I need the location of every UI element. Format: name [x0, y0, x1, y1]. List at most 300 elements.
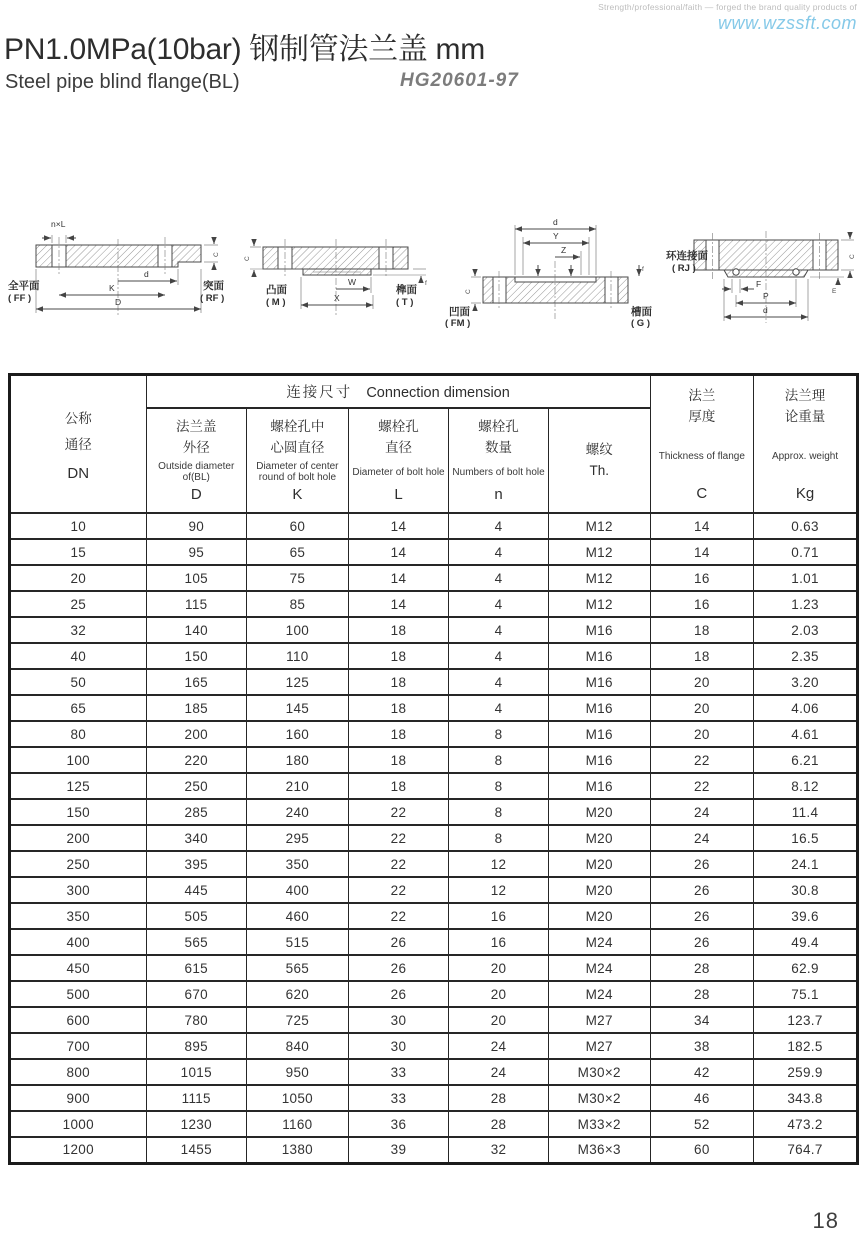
table-cell: 4 [449, 565, 549, 591]
table-cell: 4 [449, 643, 549, 669]
table-cell: 210 [247, 773, 349, 799]
table-cell: 145 [247, 695, 349, 721]
table-cell: 85 [247, 591, 349, 617]
table-cell: 565 [146, 929, 246, 955]
table-cell: 65 [247, 539, 349, 565]
table-cell: 16 [650, 565, 753, 591]
table-cell: 26 [650, 903, 753, 929]
table-cell: 18 [650, 643, 753, 669]
col-header-c-cn: 法兰 厚度 [688, 388, 716, 424]
table-cell: 8 [449, 721, 549, 747]
face-label-ff-code: ( FF ) [8, 293, 32, 304]
table-cell: 1200 [10, 1137, 147, 1163]
table-cell: 400 [247, 877, 349, 903]
face-label-t-cn: 榫面 [396, 284, 417, 296]
table-cell: 950 [247, 1059, 349, 1085]
dim-label-w: W [348, 277, 357, 287]
table-cell: 725 [247, 1007, 349, 1033]
col-header-th-cn: 螺纹 Th. [585, 441, 613, 478]
table-cell: 1160 [247, 1111, 349, 1137]
table-cell: 14 [650, 539, 753, 565]
table-cell: 8 [449, 825, 549, 851]
table-cell: M16 [548, 721, 650, 747]
dim-label-nxl: n×L [51, 219, 66, 229]
table-cell: 20 [449, 955, 549, 981]
table-cell: 24 [650, 799, 753, 825]
table-cell: 450 [10, 955, 147, 981]
table-cell: 895 [146, 1033, 246, 1059]
table-cell: 30 [348, 1007, 448, 1033]
table-cell: M36×3 [548, 1137, 650, 1163]
table-cell: M20 [548, 825, 650, 851]
table-cell: 28 [650, 981, 753, 1007]
table-cell: 200 [10, 825, 147, 851]
table-cell: 33 [348, 1059, 448, 1085]
table-row [10, 695, 858, 721]
table-cell: 30 [348, 1033, 448, 1059]
table-cell: 200 [146, 721, 246, 747]
table-cell: 670 [146, 981, 246, 1007]
table-cell: 42 [650, 1059, 753, 1085]
table-cell: 22 [348, 903, 448, 929]
table-cell: 125 [247, 669, 349, 695]
table-cell: M12 [548, 565, 650, 591]
face-label-rj-cn: 环连接面 [666, 250, 708, 262]
table-cell: M24 [548, 955, 650, 981]
table-cell: 780 [146, 1007, 246, 1033]
table-cell: 4 [449, 591, 549, 617]
dim-label-d: d [144, 269, 149, 279]
table-cell: 26 [650, 851, 753, 877]
col-header-c-sym: C [696, 484, 708, 502]
table-body [10, 513, 858, 1163]
table-cell: 160 [247, 721, 349, 747]
table-cell: 65 [10, 695, 147, 721]
table-cell: 49.4 [754, 929, 858, 955]
table-row [10, 1111, 858, 1137]
table-cell: 6.21 [754, 747, 858, 773]
col-header-dn [10, 375, 147, 514]
table-cell: 840 [247, 1033, 349, 1059]
dim-label-d4: d [763, 305, 768, 315]
table-cell: 28 [650, 955, 753, 981]
table-cell: 22 [348, 825, 448, 851]
table-cell: 60 [650, 1137, 753, 1163]
table-cell: 800 [10, 1059, 147, 1085]
table-cell: 4 [449, 617, 549, 643]
table-cell: 300 [10, 877, 147, 903]
table-cell: 8 [449, 773, 549, 799]
table-cell: 125 [10, 773, 147, 799]
table-cell: 52 [650, 1111, 753, 1137]
face-label-rf-cn: 突面 [203, 280, 224, 292]
table-cell: 18 [348, 617, 448, 643]
table-cell: 100 [10, 747, 147, 773]
standard-code: HG20601-97 [400, 70, 519, 91]
table-cell: M27 [548, 1033, 650, 1059]
col-header-dn-cn: 公称 通径 [64, 411, 92, 452]
table-cell: 350 [10, 903, 147, 929]
drawing-ff-rf [6, 210, 228, 332]
dim-label-c2: C [244, 256, 251, 261]
table-cell: 95 [146, 539, 246, 565]
col-header-kg [754, 375, 858, 514]
table-cell: 25 [10, 591, 147, 617]
table-cell: M16 [548, 747, 650, 773]
table-cell: 18 [348, 695, 448, 721]
col-header-l [348, 408, 448, 513]
table-cell: 16.5 [754, 825, 858, 851]
face-label-rf-code: ( RF ) [200, 293, 225, 304]
table-cell: 80 [10, 721, 147, 747]
table-cell: 182.5 [754, 1033, 858, 1059]
table-cell: 4.61 [754, 721, 858, 747]
col-header-d-sym: D [190, 486, 202, 504]
group-header-en: Connection dimension [366, 385, 510, 402]
table-row [10, 565, 858, 591]
table-cell: 2.03 [754, 617, 858, 643]
col-header-dn-sym: DN [67, 464, 90, 482]
table-cell: 20 [650, 669, 753, 695]
table-cell: 565 [247, 955, 349, 981]
table-cell: 24 [449, 1033, 549, 1059]
dim-label-x: X [334, 293, 340, 303]
table-row [10, 877, 858, 903]
table-row [10, 1085, 858, 1111]
table-cell: 900 [10, 1085, 147, 1111]
table-cell: M12 [548, 513, 650, 539]
table-cell: 26 [348, 929, 448, 955]
table-cell: 26 [348, 955, 448, 981]
table-row [10, 851, 858, 877]
table-cell: 46 [650, 1085, 753, 1111]
table-row [10, 799, 858, 825]
table-cell: M12 [548, 591, 650, 617]
col-header-c-en: Thickness of flange [658, 450, 745, 462]
table-cell: M24 [548, 929, 650, 955]
dim-label-dd: D [115, 297, 122, 307]
table-cell: 445 [146, 877, 246, 903]
table-cell: 259.9 [754, 1059, 858, 1085]
dim-label-f2: f [425, 280, 427, 287]
table-cell: 620 [247, 981, 349, 1007]
col-header-c [650, 375, 753, 514]
table-row [10, 513, 858, 539]
table-cell: 75 [247, 565, 349, 591]
col-header-kg-sym: Kg [795, 484, 815, 502]
col-header-kg-cn: 法兰理 论重量 [784, 388, 826, 424]
table-cell: 30.8 [754, 877, 858, 903]
col-header-k [247, 408, 349, 513]
table-cell: 62.9 [754, 955, 858, 981]
dim-label-z: Z [561, 245, 567, 255]
dim-label-p: P [763, 291, 769, 301]
dim-label-c4: C [849, 254, 856, 259]
table-row [10, 539, 858, 565]
table-cell: 2.35 [754, 643, 858, 669]
table-cell: 400 [10, 929, 147, 955]
table-cell: 32 [10, 617, 147, 643]
table-cell: 500 [10, 981, 147, 1007]
table-cell: 22 [650, 747, 753, 773]
table-cell: 14 [348, 591, 448, 617]
table-cell: 1000 [10, 1111, 147, 1137]
col-header-k-sym: K [292, 486, 303, 504]
table-cell: 38 [650, 1033, 753, 1059]
col-header-n-en: Numbers of bolt hole [452, 466, 545, 478]
face-label-rj-code: ( RJ ) [672, 263, 696, 274]
table-cell: 16 [449, 903, 549, 929]
face-label-fm-cn: 凹面 [449, 306, 470, 318]
table-cell: 1050 [247, 1085, 349, 1111]
table-row [10, 721, 858, 747]
table-cell: 20 [449, 981, 549, 1007]
col-header-l-sym: L [394, 486, 403, 504]
face-label-g-code: ( G ) [631, 318, 650, 329]
face-label-m-code: ( M ) [266, 297, 286, 308]
table-cell: M20 [548, 903, 650, 929]
face-label-t-code: ( T ) [396, 297, 414, 308]
table-cell: 1380 [247, 1137, 349, 1163]
table-cell: 220 [146, 747, 246, 773]
table-cell: M12 [548, 539, 650, 565]
table-cell: 3.20 [754, 669, 858, 695]
table-cell: 1230 [146, 1111, 246, 1137]
table-cell: 1.23 [754, 591, 858, 617]
table-cell: 18 [348, 643, 448, 669]
table-cell: 18 [348, 669, 448, 695]
table-cell: 1015 [146, 1059, 246, 1085]
table-row [10, 1007, 858, 1033]
table-cell: 240 [247, 799, 349, 825]
table-row [10, 669, 858, 695]
table-row [10, 929, 858, 955]
dim-label-f4: F [756, 279, 762, 289]
group-header-cn: 连接尺寸 [286, 385, 353, 402]
table-cell: 26 [650, 929, 753, 955]
table-cell: 4.06 [754, 695, 858, 721]
table-cell: 18 [650, 617, 753, 643]
table-cell: 105 [146, 565, 246, 591]
dim-label-k: K [109, 283, 115, 293]
table-cell: 100 [247, 617, 349, 643]
table-cell: 0.63 [754, 513, 858, 539]
table-cell: M16 [548, 669, 650, 695]
col-header-l-cn: 螺栓孔 直径 [378, 419, 419, 455]
table-cell: 12 [449, 877, 549, 903]
table-cell: 20 [650, 695, 753, 721]
table-cell: 26 [348, 981, 448, 1007]
table-cell: 22 [348, 851, 448, 877]
page-number: 18 [812, 1208, 839, 1233]
dim-label-c1: C [213, 252, 220, 257]
col-header-k-cn: 螺栓孔中 心圆直径 [270, 419, 325, 455]
table-row [10, 617, 858, 643]
table-cell: 26 [650, 877, 753, 903]
drawing-m-t [228, 210, 443, 332]
flange-face-drawings [6, 210, 862, 332]
table-cell: 16 [650, 591, 753, 617]
table-cell: 115 [146, 591, 246, 617]
table-cell: 473.2 [754, 1111, 858, 1137]
table-cell: 1.01 [754, 565, 858, 591]
table-cell: 10 [10, 513, 147, 539]
brand-header [598, 2, 857, 34]
table-cell: 20 [449, 1007, 549, 1033]
table-cell: 600 [10, 1007, 147, 1033]
table-cell: 4 [449, 539, 549, 565]
table-cell: 8 [449, 799, 549, 825]
dim-label-c3: C [465, 289, 472, 294]
table-cell: 50 [10, 669, 147, 695]
table-row [10, 1059, 858, 1085]
table-cell: 14 [348, 565, 448, 591]
table-cell: 20 [650, 721, 753, 747]
table-cell: 250 [10, 851, 147, 877]
table-cell: 4 [449, 669, 549, 695]
table-row [10, 747, 858, 773]
face-label-m-cn: 凸面 [266, 284, 287, 296]
group-header-connection-dimension [146, 375, 650, 409]
table-cell: M16 [548, 617, 650, 643]
table-cell: 24.1 [754, 851, 858, 877]
col-header-kg-en: Approx. weight [771, 450, 839, 462]
face-label-ff-cn: 全平面 [8, 280, 40, 292]
table-cell: 110 [247, 643, 349, 669]
table-cell: 8 [449, 747, 549, 773]
table-cell: 764.7 [754, 1137, 858, 1163]
table-cell: 165 [146, 669, 246, 695]
table-cell: 505 [146, 903, 246, 929]
table-cell: 350 [247, 851, 349, 877]
table-row [10, 1137, 858, 1163]
dim-label-y: Y [553, 231, 559, 241]
table-cell: M20 [548, 799, 650, 825]
col-header-d [146, 408, 246, 513]
drawing-rj [666, 210, 860, 332]
flange-spec-table [8, 373, 859, 1165]
table-cell: 395 [146, 851, 246, 877]
table-row [10, 955, 858, 981]
table-cell: 33 [348, 1085, 448, 1111]
table-cell: M16 [548, 643, 650, 669]
table-cell: 20 [10, 565, 147, 591]
col-header-d-en: Outside diameter of(BL) [158, 460, 235, 484]
table-cell: M27 [548, 1007, 650, 1033]
website-url: www.wzssft.com [717, 13, 857, 33]
brand-tagline: Strength/professional/faith — forged the brand quality products of [598, 2, 857, 12]
table-cell: M33×2 [548, 1111, 650, 1137]
page-title: PN1.0MPa(10bar) 钢制管法兰盖 mm [4, 33, 485, 66]
table-cell: 150 [146, 643, 246, 669]
table-cell: 1115 [146, 1085, 246, 1111]
table-row [10, 825, 858, 851]
table-cell: 24 [650, 825, 753, 851]
table-cell: 14 [348, 513, 448, 539]
col-header-n-cn: 螺栓孔 数量 [478, 419, 519, 455]
table-row [10, 981, 858, 1007]
table-cell: 4 [449, 513, 549, 539]
col-header-d-cn: 法兰盖 外径 [176, 419, 217, 455]
table-cell: 295 [247, 825, 349, 851]
col-header-k-en: Diameter of center round of bolt hole [256, 460, 339, 484]
table-cell: 34 [650, 1007, 753, 1033]
table-cell: 185 [146, 695, 246, 721]
face-label-g-cn: 槽面 [631, 306, 652, 318]
table-cell: 11.4 [754, 799, 858, 825]
table-cell: 140 [146, 617, 246, 643]
table-cell: 18 [348, 721, 448, 747]
table-cell: 1455 [146, 1137, 246, 1163]
table-cell: 24 [449, 1059, 549, 1085]
table-cell: M20 [548, 851, 650, 877]
table-cell: 343.8 [754, 1085, 858, 1111]
table-cell: M30×2 [548, 1059, 650, 1085]
table-cell: 14 [650, 513, 753, 539]
table-row [10, 903, 858, 929]
col-header-l-en: Diameter of bolt hole [352, 466, 445, 478]
table-cell: 615 [146, 955, 246, 981]
table-cell: M30×2 [548, 1085, 650, 1111]
col-header-th [548, 408, 650, 513]
face-label-fm-code: ( FM ) [445, 318, 471, 329]
table-row [10, 591, 858, 617]
table-cell: 28 [449, 1111, 549, 1137]
col-header-n [449, 408, 549, 513]
table-cell: 14 [348, 539, 448, 565]
table-cell: 15 [10, 539, 147, 565]
table-row [10, 773, 858, 799]
table-cell: 515 [247, 929, 349, 955]
dim-label-d3: d [553, 217, 558, 227]
table-cell: 18 [348, 747, 448, 773]
table-cell: 250 [146, 773, 246, 799]
table-cell: 22 [650, 773, 753, 799]
col-header-n-sym: n [494, 486, 503, 504]
table-cell: 36 [348, 1111, 448, 1137]
table-cell: 16 [449, 929, 549, 955]
drawing-fm-g [443, 210, 666, 332]
table-cell: 22 [348, 877, 448, 903]
table-cell: 12 [449, 851, 549, 877]
dim-label-e: E [832, 288, 837, 295]
table-cell: 28 [449, 1085, 549, 1111]
table-cell: 8.12 [754, 773, 858, 799]
table-cell: 39.6 [754, 903, 858, 929]
page-subtitle: Steel pipe blind flange(BL) [5, 71, 240, 93]
table-cell: 460 [247, 903, 349, 929]
table-cell: 60 [247, 513, 349, 539]
table-cell: 700 [10, 1033, 147, 1059]
table-cell: M24 [548, 981, 650, 1007]
table-cell: M16 [548, 773, 650, 799]
table-cell: 39 [348, 1137, 448, 1163]
table-cell: 285 [146, 799, 246, 825]
table-cell: 90 [146, 513, 246, 539]
dim-label-f3: f [642, 266, 644, 273]
table-row [10, 1033, 858, 1059]
table-cell: M20 [548, 877, 650, 903]
table-cell: 18 [348, 773, 448, 799]
table-cell: 32 [449, 1137, 549, 1163]
table-cell: 4 [449, 695, 549, 721]
table-cell: 75.1 [754, 981, 858, 1007]
table-cell: 340 [146, 825, 246, 851]
table-row [10, 643, 858, 669]
table-cell: M16 [548, 695, 650, 721]
table-cell: 40 [10, 643, 147, 669]
table-cell: 22 [348, 799, 448, 825]
